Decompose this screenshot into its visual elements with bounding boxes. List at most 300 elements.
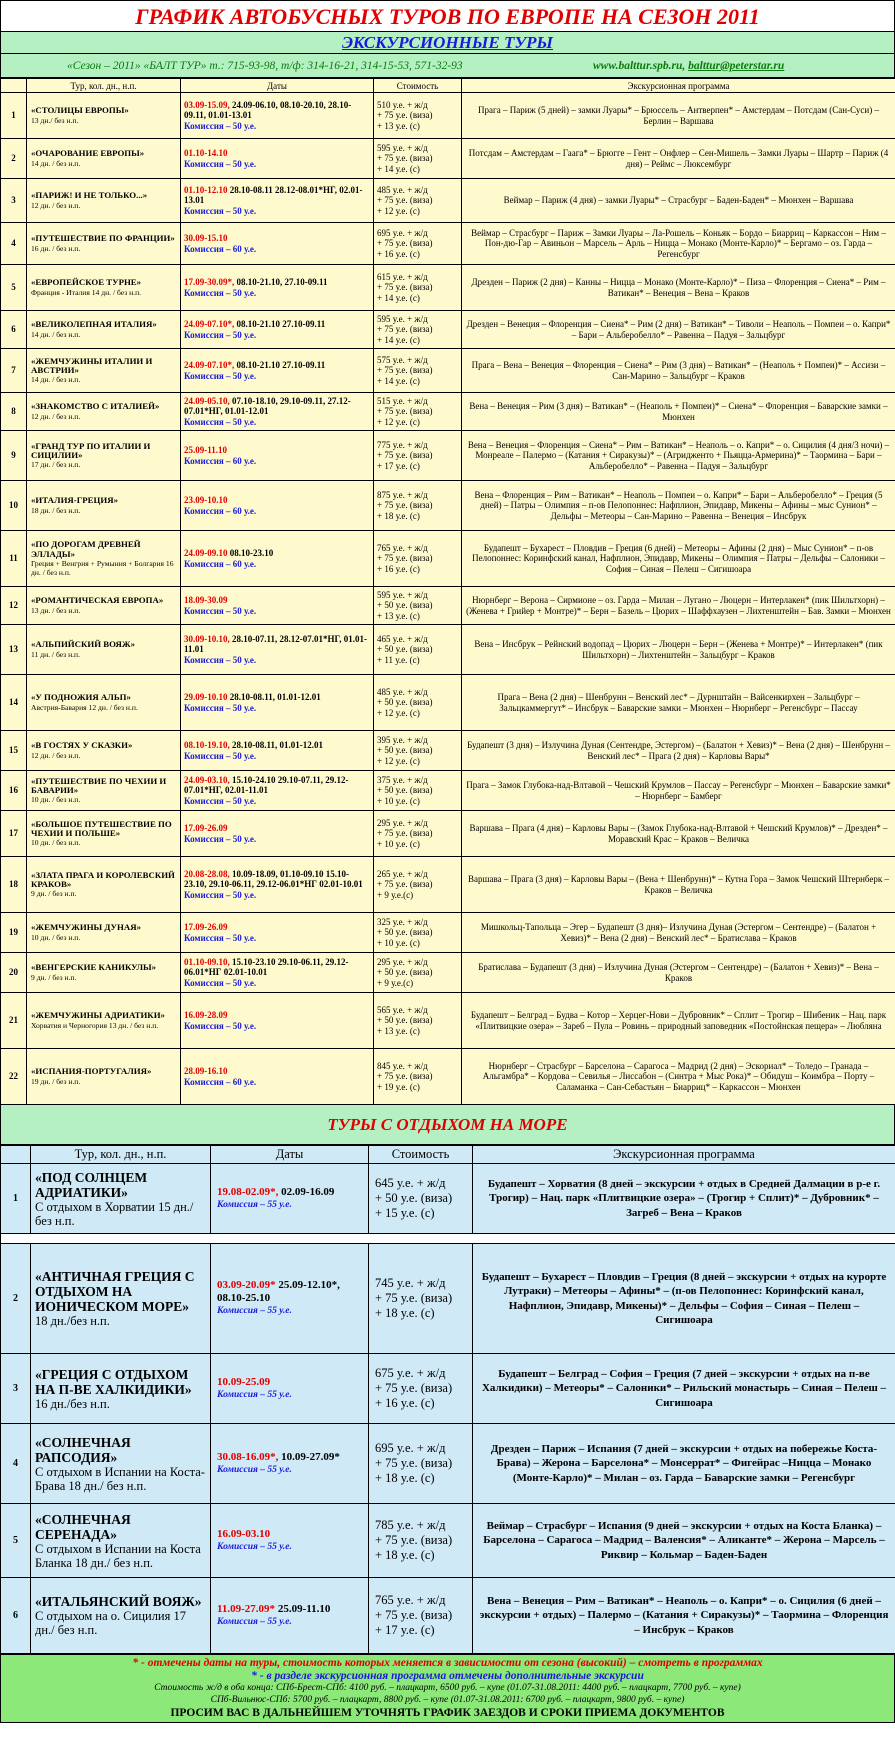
tour-dates-cell bbox=[211, 1504, 369, 1578]
tour-price: 485 у.е. + ж/д + 75 у.е. (виза) + 12 у.е. (с) bbox=[374, 179, 462, 223]
tour-program: Мишкольц-Тапольца – Эгер – Будапешт (3 дня)– Излучина Дуная (Эстергом – Сентендре) – (Балатон + Хевиз)* – Вена (2 дня) – Венский лес* – Братислава – Краков bbox=[462, 913, 895, 953]
tour-name: «ЖЕМЧУЖИНЫ ИТАЛИИ И АВСТРИИ» bbox=[31, 355, 153, 375]
tour-dates-highlight: 24.09-09.10 bbox=[184, 548, 228, 558]
tour-dates: 28.10-07.11, 28.12-07.01*НГ, 01.01-11.01 bbox=[184, 633, 367, 655]
tour-name-cell bbox=[27, 139, 181, 179]
tour-row bbox=[1, 587, 895, 625]
tour-name: «ВЕЛИКОЛЕПНАЯ ИТАЛИЯ» bbox=[31, 319, 157, 330]
tour-price: 395 у.е. + ж/д + 50 у.е. (виза) + 12 у.е. (с) bbox=[374, 731, 462, 771]
tour-number: 9 bbox=[1, 431, 27, 481]
tour-name: «ГРЕЦИЯ С ОТДЫХОМ НА П-ВЕ ХАЛКИДИКИ» bbox=[35, 1366, 192, 1397]
tour-duration: Хорватия и Черногория 13 дн. / без н.п. bbox=[31, 1020, 159, 1030]
tour-number: 10 bbox=[1, 481, 27, 531]
tour-name: «ОЧАРОВАНИЕ ЕВРОПЫ» bbox=[31, 148, 145, 159]
tour-dates-cell bbox=[211, 1164, 369, 1234]
tour-dates-highlight: 25.09-11.10 bbox=[184, 445, 228, 455]
tour-dates-cell bbox=[181, 531, 374, 587]
tour-dates-highlight: 16.09-28.09 bbox=[184, 1010, 228, 1020]
excursion-tours-table bbox=[0, 78, 895, 1105]
tour-price: 485 у.е. + ж/д + 50 у.е. (виза) + 12 у.е. (с) bbox=[374, 675, 462, 731]
tour-name-cell bbox=[31, 1424, 211, 1504]
tour-commission: Комиссия – 50 у.е. bbox=[184, 120, 257, 131]
tour-duration: 18 дн./без н.п. bbox=[35, 1314, 110, 1328]
email-link[interactable]: balttur@peterstar.ru bbox=[688, 60, 785, 72]
tour-name: «РОМАНТИЧЕСКАЯ ЕВРОПА» bbox=[31, 595, 164, 606]
tour-duration: С отдыхом на о. Сицилия 17 дн./ без н.п. bbox=[35, 1609, 186, 1637]
tour-name-cell bbox=[27, 223, 181, 265]
tour-row bbox=[1, 139, 895, 179]
tour-name-cell bbox=[27, 587, 181, 625]
tour-program: Дрезден – Париж (2 дня) – Канны – Ницца – Монако (Монте-Карло)* – Пиза – Флоренция – Сиена* – Рим – Ватикан* – Венеция – Вена – Краков bbox=[462, 265, 895, 311]
tour-commission: Комиссия – 50 у.е. bbox=[184, 889, 257, 900]
tour-duration: Австрия-Бавария 12 дн. / без н.п. bbox=[31, 702, 138, 712]
tour-name: «СТОЛИЦЫ ЕВРОПЫ» bbox=[31, 105, 129, 116]
footer-note-season: * - отмечены даты на туры, стоимость которых меняется в зависимости от сезона (высокий) – смотреть в программах bbox=[132, 1657, 763, 1669]
tour-price: 575 у.е. + ж/д + 75 у.е. (виза) + 14 у.е. (с) bbox=[374, 349, 462, 393]
tour-number: 22 bbox=[1, 1049, 27, 1105]
tour-duration: 12 дн. / без н.п. bbox=[31, 411, 81, 421]
tour-row bbox=[1, 1049, 895, 1105]
tour-dates-highlight: 30.09-10.10, bbox=[184, 633, 230, 644]
tour-commission: Комиссия – 60 у.е. bbox=[184, 455, 257, 466]
tour-dates: 02.09-16.09 bbox=[278, 1185, 335, 1198]
section-title-sea: ТУРЫ С ОТДЫХОМ НА МОРЕ bbox=[0, 1105, 895, 1145]
tour-dates-cell bbox=[181, 393, 374, 431]
tour-price: 595 у.е. + ж/д + 75 у.е. (виза) + 14 у.е. (с) bbox=[374, 139, 462, 179]
table-gap bbox=[1, 1234, 895, 1244]
tour-dates-highlight: 03.09-15.09, bbox=[184, 99, 230, 110]
tour-program: Веймар – Страсбург – Испания (9 дней – экскурсии + отдых на Коста Бланка) – Барселона – Сарагоса – Мадрид – Валенсия* – Аликанте* – Жерона – Марсель – Риквир – Кольмар – Баден-Баден bbox=[473, 1504, 895, 1578]
tour-dates-cell bbox=[181, 625, 374, 675]
tour-dates-highlight: 30.09-15.10 bbox=[184, 233, 228, 243]
footer-note-extra: * - в разделе экскурсионная программа отмечены дополнительные экскурсии bbox=[251, 1670, 644, 1682]
tour-dates-highlight: 01.10-09.10, bbox=[184, 956, 230, 967]
footer-notes bbox=[0, 1654, 895, 1723]
col-header-program: Экскурсионная программа bbox=[473, 1146, 895, 1164]
tour-number: 19 bbox=[1, 913, 27, 953]
tour-commission: Комиссия – 60 у.е. bbox=[184, 1076, 257, 1087]
tour-dates-cell bbox=[181, 675, 374, 731]
tour-duration: 10 дн. / без н.п. bbox=[31, 795, 81, 805]
tour-number: 14 bbox=[1, 675, 27, 731]
tour-dates-highlight: 23.09-10.10 bbox=[184, 495, 228, 505]
tour-program: Нюрнберг – Верона – Сирмионе – оз. Гарда – Милан – Лугано – Люцерн – Интерлакен* (пик Шильтхорн) – (Женева + Грийер + Монтре)* – Берн – Базель – Цюрих – Шаффхаузен – Лихтенштейн – Бав. Замки – Мюнхен bbox=[462, 587, 895, 625]
tour-dates-highlight: 24.09-05.10, bbox=[184, 395, 230, 406]
tour-commission: Комиссия – 50 у.е. bbox=[184, 370, 257, 381]
tour-row bbox=[1, 531, 895, 587]
tour-name: «ПОД СОЛНЦЕМ АДРИАТИКИ» bbox=[35, 1169, 148, 1200]
tour-number: 5 bbox=[1, 265, 27, 311]
tour-dates: 28.10-08.11, 01.01-12.01 bbox=[227, 692, 321, 702]
tour-dates-cell bbox=[181, 311, 374, 349]
tour-row bbox=[1, 625, 895, 675]
tour-row bbox=[1, 1354, 895, 1424]
tour-name-cell bbox=[27, 771, 181, 811]
tour-row bbox=[1, 913, 895, 953]
tour-commission: Комиссия – 55 у.е. bbox=[217, 1464, 292, 1475]
tour-row bbox=[1, 857, 895, 913]
tour-dates-highlight: 19.08-02.09*, bbox=[217, 1185, 279, 1198]
tour-name: «ИТАЛИЯ-ГРЕЦИЯ» bbox=[31, 495, 118, 506]
tour-name: «ЗНАКОМСТВО С ИТАЛИЕЙ» bbox=[31, 401, 160, 412]
tour-row bbox=[1, 953, 895, 993]
tour-dates-cell bbox=[211, 1354, 369, 1424]
tour-row bbox=[1, 431, 895, 481]
tour-dates-highlight: 30.08-16.09*, bbox=[217, 1450, 279, 1463]
tour-price: 295 у.е. + ж/д + 75 у.е. (виза) + 10 у.е. (с) bbox=[374, 811, 462, 857]
tour-dates: 28.10-08.11 28.12-08.01*НГ, 02.01-13.01 bbox=[184, 184, 363, 206]
tour-duration: 18 дн. / без н.п. bbox=[31, 505, 81, 515]
tour-price: 595 у.е. + ж/д + 50 у.е. (виза) + 13 у.е. (с) bbox=[374, 587, 462, 625]
tour-number: 15 bbox=[1, 731, 27, 771]
tour-duration: 13 дн./ без н.п. bbox=[31, 115, 79, 125]
website-link[interactable]: www.balttur.spb.ru bbox=[593, 60, 683, 72]
tour-dates: 08.10-21.10 27.10-09.11 bbox=[234, 360, 326, 370]
tour-dates-highlight: 01.10-12.10 bbox=[184, 184, 228, 195]
tour-dates-highlight: 24.09-07.10*, bbox=[184, 360, 235, 370]
tour-row bbox=[1, 993, 895, 1049]
tour-price: 515 у.е. + ж/д + 75 у.е. (виза) + 12 у.е. (с) bbox=[374, 393, 462, 431]
col-header-tour: Тур, кол. дн., н.п. bbox=[27, 79, 181, 93]
tour-dates-cell bbox=[181, 179, 374, 223]
tour-commission: Комиссия – 50 у.е. bbox=[184, 605, 257, 616]
tour-name: «ИТАЛЬЯНСКИЙ ВОЯЖ» bbox=[35, 1594, 202, 1609]
tour-name: «ПУТЕШЕСТВИЕ ПО ЧЕХИИ И БАВАРИИ» bbox=[31, 775, 167, 795]
tour-dates-highlight: 17.09-26.09 bbox=[184, 823, 228, 833]
tour-price: 295 у.е. + ж/д + 50 у.е. (виза) + 9 у.е.(с) bbox=[374, 953, 462, 993]
tour-commission: Комиссия – 50 у.е. bbox=[184, 833, 257, 844]
tour-dates-cell bbox=[181, 1049, 374, 1105]
tour-name: «У ПОДНОЖИЯ АЛЬП» bbox=[31, 692, 131, 703]
tour-dates-highlight: 29.09-10.10 bbox=[184, 692, 228, 702]
tour-program: Будапешт – Белград – София – Греция (7 дней – экскурсии + отдых на п-ве Халкидики) – Метеоры* – Салоники* – Рильский монастырь – Синая – Пелеш – Сигишоара bbox=[473, 1354, 895, 1424]
tour-name-cell bbox=[27, 811, 181, 857]
tour-name-cell bbox=[27, 531, 181, 587]
tour-commission: Комиссия – 50 у.е. bbox=[184, 158, 257, 169]
tour-dates-cell bbox=[181, 265, 374, 311]
tour-price: 465 у.е. + ж/д + 50 у.е. (виза) + 11 у.е. (с) bbox=[374, 625, 462, 675]
tour-dates: 28.10-08.11, 01.01-12.01 bbox=[229, 740, 323, 750]
tour-price: 645 у.е. + ж/д + 50 у.е. (виза) + 15 у.е. (с) bbox=[369, 1164, 473, 1234]
tour-name-cell bbox=[27, 857, 181, 913]
tour-dates-cell bbox=[181, 481, 374, 531]
tour-name-cell bbox=[31, 1504, 211, 1578]
tour-name: «ЖЕМЧУЖИНЫ ДУНАЯ» bbox=[31, 922, 141, 933]
tour-row bbox=[1, 481, 895, 531]
tour-dates-highlight: 20.08-28.08, bbox=[184, 868, 230, 879]
tour-dates-highlight: 18.09-30.09 bbox=[184, 595, 228, 605]
tour-price: 845 у.е. + ж/д + 75 у.е. (виза) + 19 у.е. (с) bbox=[374, 1049, 462, 1105]
tour-number: 16 bbox=[1, 771, 27, 811]
tour-dates-cell bbox=[181, 913, 374, 953]
tour-program: Прага – Париж (5 дней) – замки Луары* – Брюссель – Антверпен* – Амстердам – Потсдам (Сан-Суси) – Берлин – Варшава bbox=[462, 93, 895, 139]
tour-commission: Комиссия – 50 у.е. bbox=[184, 932, 257, 943]
tour-name-cell bbox=[27, 913, 181, 953]
tour-commission: Комиссия – 55 у.е. bbox=[217, 1389, 292, 1400]
page-title: ГРАФИК АВТОБУСНЫХ ТУРОВ ПО ЕВРОПЕ НА СЕЗОН 2011 bbox=[0, 0, 895, 32]
tour-number: 18 bbox=[1, 857, 27, 913]
tour-number: 20 bbox=[1, 953, 27, 993]
tour-duration: 14 дн. / без н.п. bbox=[31, 158, 81, 168]
tour-duration: Греция + Венгрия + Румыния + Болгария 16 дн. / без н.п. bbox=[31, 558, 174, 577]
tour-name: «ПО ДОРОГАМ ДРЕВНЕЙ ЭЛЛАДЫ» bbox=[31, 539, 141, 559]
tour-name-cell bbox=[27, 93, 181, 139]
tour-program: Прага – Вена (2 дня) – Шенбрунн – Венский лес* – Дурнштайн – Вайсенкирхен – Зальцбург – Зальцкаммергут* – Инсбрук – Баварские замки – Мюнхен – Нюрнберг – Регенсбург – Пассау bbox=[462, 675, 895, 731]
tour-row bbox=[1, 223, 895, 265]
tour-name-cell bbox=[27, 675, 181, 731]
tour-row bbox=[1, 1164, 895, 1234]
tour-row bbox=[1, 393, 895, 431]
tour-dates-highlight: 17.09-26.09 bbox=[184, 922, 228, 932]
tour-name-cell bbox=[31, 1244, 211, 1354]
tour-commission: Комиссия – 50 у.е. bbox=[184, 205, 257, 216]
tour-number: 1 bbox=[1, 1164, 31, 1234]
tour-name-cell bbox=[31, 1578, 211, 1654]
tour-number: 3 bbox=[1, 1354, 31, 1424]
tour-name: «СОЛНЕЧНАЯ РАПСОДИЯ» bbox=[35, 1434, 131, 1465]
gap-cell bbox=[1, 1234, 895, 1244]
tour-price: 875 у.е. + ж/д + 75 у.е. (виза) + 18 у.е. (с) bbox=[374, 481, 462, 531]
tour-name-cell bbox=[27, 1049, 181, 1105]
sea-tours-table bbox=[0, 1145, 895, 1654]
tour-program: Вена – Венеция – Флоренция – Сиена* – Рим – Ватикан* – Неаполь – о. Капри* – о. Сицилия (4 дня/3 ночи) – Монреале – Палермо – (Катания + Сиракузы)* – (Агридженто + Пьяцца-Армерина)* – Таормина – Бари – Альберобелло* – Равенна – Падуя – Зальцбург bbox=[462, 431, 895, 481]
tour-price: 765 у.е. + ж/д + 75 у.е. (виза) + 17 у.е. (с) bbox=[369, 1578, 473, 1654]
tour-name-cell bbox=[27, 349, 181, 393]
tour-dates-cell bbox=[181, 857, 374, 913]
tour-dates-highlight: 28.09-16.10 bbox=[184, 1066, 228, 1076]
tour-dates-highlight: 10.09-25.09 bbox=[217, 1375, 271, 1388]
tour-dates: 08.10-23.10 bbox=[227, 548, 274, 558]
tour-dates-cell bbox=[181, 349, 374, 393]
tour-program: Вена – Флоренция – Рим – Ватикан* – Неаполь – Помпеи – о. Капри* – Бари – Альберобелло* – Греция (5 дней) – Патры – Олимпия – п-ов Пелопоннес: Нафплион, Эпидавр, Микены – Афины – мыс Сунион* – Дельфы – Метеоры – Сан-Марино – Равенна – Венеция – Инсбрук bbox=[462, 481, 895, 531]
tour-row bbox=[1, 179, 895, 223]
tour-dates-cell bbox=[181, 811, 374, 857]
col-header-price: Стоимость bbox=[369, 1146, 473, 1164]
col-header-tour: Тур, кол. дн., н.п. bbox=[31, 1146, 211, 1164]
tour-number: 4 bbox=[1, 223, 27, 265]
contacts-web: www.balttur.spb.ru, balttur@peterstar.ru bbox=[593, 60, 785, 72]
col-header-num bbox=[1, 1146, 31, 1164]
tour-name-cell bbox=[31, 1164, 211, 1234]
tour-name-cell bbox=[27, 311, 181, 349]
tour-commission: Комиссия – 50 у.е. bbox=[184, 329, 257, 340]
footer-note-rail-brest: Стоимость ж/д в оба конца: СПб-Брест-СПб: 4100 руб. – плацкарт, 6500 руб. – купе (01.07-31.08.2011: 4400 руб. – плацкарт, 7700 руб. – купе) bbox=[154, 1683, 741, 1693]
tour-price: 565 у.е. + ж/д + 50 у.е. (виза) + 13 у.е. (с) bbox=[374, 993, 462, 1049]
tour-number: 7 bbox=[1, 349, 27, 393]
tour-duration: 14 дн. / без н.п. bbox=[31, 329, 81, 339]
tour-dates-cell bbox=[181, 587, 374, 625]
tour-dates-cell bbox=[181, 953, 374, 993]
tour-dates: 08.10-21.10 27.10-09.11 bbox=[234, 319, 326, 329]
tour-dates: 07.10-18.10, 29.10-09.11, 27.12-07.01*НГ, 01.01-12.01 bbox=[184, 395, 351, 417]
tour-program: Вена – Инсбрук – Рейнский водопад – Цюрих – Люцерн – Берн – (Женева + Монтре)* – Интерлакен* (пик Шильтхорн) – Лихтенштейн – Зальцбург – Краков bbox=[462, 625, 895, 675]
tour-duration: 17 дн. / без н.п. bbox=[31, 460, 81, 470]
section-title-excursion: ЭКСКУРСИОННЫЕ ТУРЫ bbox=[0, 32, 895, 54]
tour-number: 5 bbox=[1, 1504, 31, 1578]
tour-row bbox=[1, 771, 895, 811]
tour-dates-cell bbox=[211, 1424, 369, 1504]
tour-number: 6 bbox=[1, 1578, 31, 1654]
col-header-dates: Даты bbox=[211, 1146, 369, 1164]
tour-commission: Комиссия – 50 у.е. bbox=[184, 416, 257, 427]
tour-dates-cell bbox=[181, 731, 374, 771]
tour-dates-highlight: 16.09-03.10 bbox=[217, 1527, 271, 1540]
table-header-row bbox=[1, 79, 895, 93]
tour-program: Нюрнберг – Страсбург – Барселона – Сарагоса – Мадрид (2 дня) – Эскориал* – Толедо – Гранада – Альгамбра* – Кордова – Севилья – Лиссабон – (Синтра + Мыс Рока)* – Обидуш – Коимбра – Порту – Саламанка – Сан-Себастьян – Биарриц* – Каркассон – Мюнхен bbox=[462, 1049, 895, 1105]
tour-number: 11 bbox=[1, 531, 27, 587]
tour-program: Варшава – Прага (4 дня) – Карловы Вары – (Замок Глубока-над-Влтавой + Чешский Крумлов)* – Дрезден* – Моравский Крас – Краков – Величка bbox=[462, 811, 895, 857]
tour-commission: Комиссия – 50 у.е. bbox=[184, 1020, 257, 1031]
tour-duration: 16 дн./без н.п. bbox=[35, 1396, 110, 1411]
tour-number: 13 bbox=[1, 625, 27, 675]
tour-dates: 25.09-12.10*, 08.10-25.10 bbox=[217, 1279, 340, 1304]
tour-row bbox=[1, 811, 895, 857]
tour-duration: 13 дн. / без н.п. bbox=[31, 605, 81, 615]
tour-row bbox=[1, 1504, 895, 1578]
tour-name-cell bbox=[27, 481, 181, 531]
tour-dates-cell bbox=[181, 993, 374, 1049]
tour-name: «ВЕНГЕРСКИЕ КАНИКУЛЫ» bbox=[31, 962, 157, 973]
tour-row bbox=[1, 731, 895, 771]
tour-row bbox=[1, 311, 895, 349]
tour-price: 375 у.е. + ж/д + 50 у.е. (виза) + 10 у.е. (с) bbox=[374, 771, 462, 811]
tour-name-cell bbox=[27, 179, 181, 223]
tour-duration: 11 дн. / без н.п. bbox=[31, 649, 80, 659]
tour-number: 17 bbox=[1, 811, 27, 857]
tour-duration: С отдыхом в Испании на Коста-Брава 18 дн./ без н.п. bbox=[35, 1464, 205, 1493]
tour-dates-cell bbox=[181, 139, 374, 179]
tour-program: Дрезден – Венеция – Флоренция – Сиена* – Рим (2 дня) – Ватикан* – Тиволи – Неаполь – Помпеи – о. Капри* – Бари – Альберобелло* – Равенна – Падуя – Зальцбург bbox=[462, 311, 895, 349]
tour-name: «ГРАНД ТУР ПО ИТАЛИИ И СИЦИЛИИ» bbox=[31, 440, 151, 460]
tour-number: 4 bbox=[1, 1424, 31, 1504]
tour-price: 785 у.е. + ж/д + 75 у.е. (виза) + 18 у.е. (с) bbox=[369, 1504, 473, 1578]
tour-commission: Комиссия – 55 у.е. bbox=[217, 1541, 292, 1552]
tour-row bbox=[1, 1578, 895, 1654]
tour-dates-highlight: 01.10-14.10 bbox=[184, 148, 228, 158]
tour-dates-highlight: 03.09-20.09* bbox=[217, 1279, 276, 1291]
tour-number: 2 bbox=[1, 139, 27, 179]
contacts-line bbox=[0, 54, 895, 78]
tour-dates-highlight: 24.09-07.10*, bbox=[184, 319, 235, 329]
tour-price: 595 у.е. + ж/д + 75 у.е. (виза) + 14 у.е. (с) bbox=[374, 311, 462, 349]
tour-name: «ПУТЕШЕСТВИЕ ПО ФРАНЦИИ» bbox=[31, 233, 175, 244]
tour-row bbox=[1, 349, 895, 393]
col-header-num bbox=[1, 79, 27, 93]
tour-name-cell bbox=[27, 731, 181, 771]
tour-commission: Комиссия – 50 у.е. bbox=[184, 702, 257, 713]
tour-program: Веймар – Страсбург – Париж – Замки Луары – Ла-Рошель – Коньяк – Бордо – Биарриц – Каркассон – Ним – Пон-дю-Гар – Авиньон – Марсель – Арль – Ницца – Монако (Монте-Карло)* – Бергамо – оз. Гарда – Регенсбург bbox=[462, 223, 895, 265]
tour-number: 2 bbox=[1, 1244, 31, 1354]
tour-number: 1 bbox=[1, 93, 27, 139]
tour-price: 745 у.е. + ж/д + 75 у.е. (виза) + 18 у.е. (с) bbox=[369, 1244, 473, 1354]
tour-dates-cell bbox=[211, 1578, 369, 1654]
tour-commission: Комиссия – 60 у.е. bbox=[184, 505, 257, 516]
tour-duration: 12 дн. / без н.п. bbox=[31, 200, 81, 210]
tour-program: Будапешт – Бухарест – Пловдив – Греция (6 дней) – Метеоры – Афины (2 дня) – Мыс Сунион* – п-ов Пелопоннес: Коринфский канал, Нафплион, Эпидавр, Микены – Олимпия – Патры – Дельфы – Салоники – София – Синая – Пелеш – Сигишоара bbox=[462, 531, 895, 587]
tour-price: 675 у.е. + ж/д + 75 у.е. (виза) + 16 у.е. (с) bbox=[369, 1354, 473, 1424]
tour-name: «АЛЬПИЙСКИЙ ВОЯЖ» bbox=[31, 639, 135, 650]
tour-duration: С отдыхом в Испании на Коста Бланка 18 дн./ без н.п. bbox=[35, 1541, 201, 1570]
tour-price: 695 у.е. + ж/д + 75 у.е. (виза) + 16 у.е. (с) bbox=[374, 223, 462, 265]
tour-name: «СОЛНЕЧНАЯ СЕРЕНАДА» bbox=[35, 1511, 131, 1542]
tour-dates: 25.09-11.10 bbox=[275, 1602, 331, 1615]
tour-price: 615 у.е. + ж/д + 75 у.е. (виза) + 14 у.е. (с) bbox=[374, 265, 462, 311]
footer-note-request: ПРОСИМ ВАС В ДАЛЬНЕЙШЕМ УТОЧНЯТЬ ГРАФИК ЗАЕЗДОВ И СРОКИ ПРИЕМА ДОКУМЕНТОВ bbox=[170, 1707, 725, 1719]
tour-name: «ЕВРОПЕЙСКОЕ ТУРНЕ» bbox=[31, 277, 142, 288]
tour-program: Варшава – Прага (3 дня) – Карловы Вары – (Вена + Шенбрунн)* – Кутна Гора – Замок Чешский Штернберк – Краков – Величка bbox=[462, 857, 895, 913]
tour-name-cell bbox=[27, 993, 181, 1049]
tour-program: Вена – Венеция – Рим (3 дня) – Ватикан* – (Неаполь + Помпеи)* – Сиена* – Флоренция – Баварские замки – Мюнхен bbox=[462, 393, 895, 431]
tour-row bbox=[1, 1244, 895, 1354]
tour-duration: С отдыхом в Хорватии 15 дн./без н.п. bbox=[35, 1199, 194, 1228]
tour-duration: 16 дн. / без н.п. bbox=[31, 243, 81, 253]
tour-number: 21 bbox=[1, 993, 27, 1049]
tour-commission: Комиссия – 60 у.е. bbox=[184, 243, 257, 254]
tour-dates-cell bbox=[181, 93, 374, 139]
tour-price: 765 у.е. + ж/д + 75 у.е. (виза) + 16 у.е. (с) bbox=[374, 531, 462, 587]
tour-price: 695 у.е. + ж/д + 75 у.е. (виза) + 18 у.е. (с) bbox=[369, 1424, 473, 1504]
tour-price: 775 у.е. + ж/д + 75 у.е. (виза) + 17 у.е. (с) bbox=[374, 431, 462, 481]
tour-commission: Комиссия – 55 у.е. bbox=[217, 1199, 292, 1210]
tour-name: «ИСПАНИЯ-ПОРТУГАЛИЯ» bbox=[31, 1066, 152, 1077]
tour-duration: Франция - Италия 14 дн. / без н.п. bbox=[31, 287, 142, 297]
tour-name: «АНТИЧНАЯ ГРЕЦИЯ С ОТДЫХОМ НА ИОНИЧЕСКОМ МОРЕ» bbox=[35, 1269, 195, 1314]
tour-dates-cell bbox=[181, 431, 374, 481]
tour-dates: 15.10-23.10 29.10-06.11, 29.12-06.01*НГ 02.01-10.01 bbox=[184, 956, 349, 978]
tour-name-cell bbox=[31, 1354, 211, 1424]
tour-program: Прага – Вена – Венеция – Флоренция – Сиена* – Рим (3 дня) – Ватикан* – (Неаполь + Помпеи)* – Ассизи – Сан-Марино – Зальцбург – Краков bbox=[462, 349, 895, 393]
tour-commission: Комиссия – 50 у.е. bbox=[184, 654, 257, 665]
tour-commission: Комиссия – 50 у.е. bbox=[184, 287, 257, 298]
tour-price: 265 у.е. + ж/д + 75 у.е. (виза) + 9 у.е.(с) bbox=[374, 857, 462, 913]
tour-program: Братислава – Будапешт (3 дня) – Излучина Дуная (Эстергом – Сентендре) – (Балатон + Хевиз)* – Вена – Краков bbox=[462, 953, 895, 993]
footer-note-rail-vilnius: СПб-Вильнюс-СПб: 5700 руб. – плацкарт, 8800 руб. – купе (01.07-31.08.2011: 6700 руб. – плацкарт, 9800 руб. – купе) bbox=[210, 1694, 685, 1705]
tour-program: Вена – Венеция – Рим – Ватикан* – Неаполь – о. Капри* – о. Сицилия (6 дней – экскурсии + отдых) – Палермо – (Катания + Сиракузы)* – Таормина – Флоренция – Инсбрук – Краков bbox=[473, 1578, 895, 1654]
tour-duration: 10 дн. / без н.п. bbox=[31, 838, 81, 848]
tour-row bbox=[1, 265, 895, 311]
tour-program: Будапешт – Белград – Будва – Котор – Херцег-Нови – Дубровник* – Сплит – Трогир – Шибеник – Нац. парк «Плитвицкие озера» – Зареб – Пула – Ровинь – природный заповедник «Постойнская пещера» – Любляна bbox=[462, 993, 895, 1049]
tour-number: 8 bbox=[1, 393, 27, 431]
tour-dates-cell bbox=[211, 1244, 369, 1354]
tour-row bbox=[1, 1424, 895, 1504]
tour-commission: Комиссия – 55 у.е. bbox=[217, 1306, 292, 1316]
tour-name: «ЗЛАТА ПРАГА И КОРОЛЕВСКИЙ КРАКОВ» bbox=[31, 869, 175, 889]
tour-program: Будапешт – Бухарест – Пловдив – Греция (8 дней – экскурсии + отдых на курорте Лутраки) – Метеоры – Афины* – (п-ов Пелопоннес: Коринфский канал, Нафплион, Эпидавр, Микены)* – Дельфы – София – Синая – Пелеш – Сигишоара bbox=[473, 1244, 895, 1354]
tour-name: «В ГОСТЯХ У СКАЗКИ» bbox=[31, 740, 133, 751]
tour-duration: 10 дн. / без н.п. bbox=[31, 932, 81, 942]
tour-commission: Комиссия – 55 у.е. bbox=[217, 1616, 292, 1627]
tour-commission: Комиссия – 50 у.е. bbox=[184, 795, 257, 806]
tour-price: 325 у.е. + ж/д + 50 у.е. (виза) + 10 у.е. (с) bbox=[374, 913, 462, 953]
tour-dates: 10.09-18.09, 01.10-09.10 15.10-23.10, 29.10-06.11, 29.12-06.01*НГ 02.01-10.01 bbox=[184, 868, 363, 890]
tour-dates-cell bbox=[181, 771, 374, 811]
tour-number: 12 bbox=[1, 587, 27, 625]
tour-duration: 14 дн. / без н.п. bbox=[31, 375, 81, 385]
tour-number: 3 bbox=[1, 179, 27, 223]
tour-dates-highlight: 17.09-30.09*, bbox=[184, 277, 235, 287]
tour-dates: 10.09-27.09* bbox=[278, 1450, 340, 1463]
tour-dates-highlight: 24.09-03.10, bbox=[184, 774, 230, 785]
tour-name-cell bbox=[27, 953, 181, 993]
tour-dates-cell bbox=[181, 223, 374, 265]
tour-duration: 9 дн. / без н.п. bbox=[31, 972, 77, 982]
tour-dates: 15.10-24.10 29.10-07.11, 29.12-07.01*НГ, 02.01-11.01 bbox=[184, 774, 349, 796]
tour-name-cell bbox=[27, 393, 181, 431]
tour-dates-highlight: 11.09-27.09* bbox=[217, 1602, 276, 1615]
tour-program: Потсдам – Амстердам – Гаага* – Брюгге – Гент – Онфлер – Сен-Мишель – Замки Луары – Шартр – Париж (4 дня) – Реймс – Люксембург bbox=[462, 139, 895, 179]
tour-row bbox=[1, 93, 895, 139]
tour-name-cell bbox=[27, 625, 181, 675]
